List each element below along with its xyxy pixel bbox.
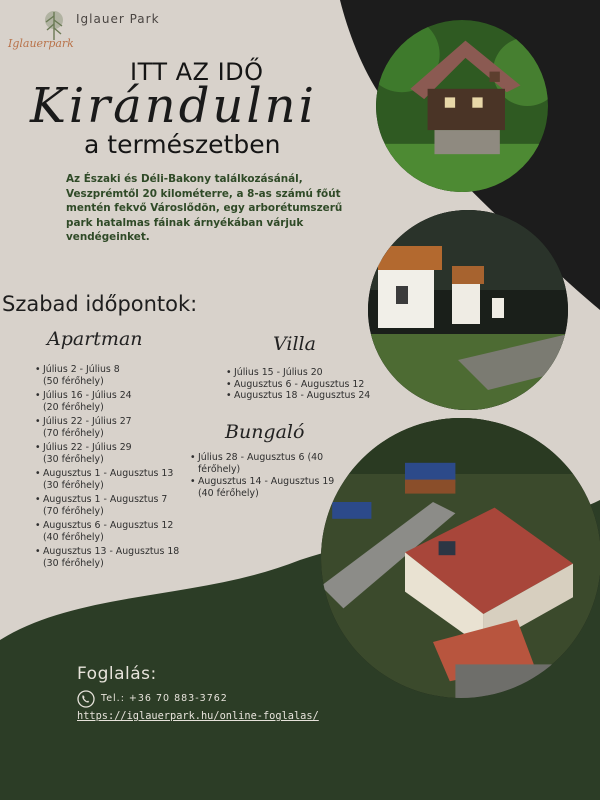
list-item bbox=[35, 416, 200, 439]
list-item bbox=[226, 390, 386, 402]
list-item bbox=[35, 364, 200, 387]
list-item bbox=[190, 452, 345, 475]
slot-capacity: (40 férőhely) bbox=[43, 531, 104, 543]
slot-dates: Július 28 - Augusztus 6 (40 férőhely) bbox=[198, 452, 324, 475]
phone-icon bbox=[77, 690, 95, 708]
list-item bbox=[35, 390, 200, 413]
headline-line-3: a természetben bbox=[84, 130, 281, 159]
list-item bbox=[35, 442, 200, 465]
slot-capacity: (70 férőhely) bbox=[43, 505, 104, 517]
villa-title: Villa bbox=[273, 333, 316, 355]
slot-dates: Augusztus 6 - Augusztus 12 bbox=[43, 520, 174, 531]
slot-capacity: (30 férőhely) bbox=[43, 453, 104, 465]
slot-dates: Július 22 - Július 27 bbox=[43, 416, 132, 427]
booking-title: Foglalás: bbox=[77, 664, 157, 684]
slot-capacity: (30 férőhely) bbox=[43, 479, 104, 491]
slot-dates: Július 16 - Július 24 bbox=[43, 390, 132, 401]
slot-dates: Július 22 - Július 29 bbox=[43, 442, 132, 453]
slot-dates: Július 15 - Július 20 bbox=[234, 367, 323, 378]
slot-dates: Augusztus 1 - Augusztus 7 bbox=[43, 494, 168, 505]
slot-dates: Július 2 - Július 8 bbox=[43, 364, 120, 375]
list-item bbox=[35, 546, 200, 569]
intro-paragraph: Az Északi és Déli-Bakony találkozásánál, Veszprémtől 20 kilométerre, a 8-as számú főút mentén fekvő Városlődön, egy arborétumszerű park hatalmas fáinak árnyékában várjuk vendégeinket. bbox=[66, 173, 343, 244]
slot-capacity: (70 férőhely) bbox=[43, 427, 104, 439]
list-item bbox=[35, 468, 200, 491]
slot-dates: Augusztus 18 - Augusztus 24 bbox=[234, 390, 371, 401]
aerial-photo bbox=[321, 418, 600, 698]
slot-capacity: (20 férőhely) bbox=[43, 401, 104, 413]
free-dates-title: Szabad időpontok: bbox=[2, 292, 198, 316]
tree-logo-icon bbox=[8, 8, 72, 60]
bungalo-title: Bungaló bbox=[225, 421, 305, 443]
bungalo-slot-list bbox=[190, 452, 345, 500]
cottage-photo bbox=[376, 20, 548, 192]
bungalows-photo bbox=[368, 210, 568, 410]
slot-capacity: (30 férőhely) bbox=[43, 557, 104, 569]
booking-link[interactable]: https://iglauerpark.hu/online-foglalas/ bbox=[77, 710, 319, 722]
list-item bbox=[35, 494, 200, 517]
list-item bbox=[35, 520, 200, 543]
logo-wordmark: Iglauerpark bbox=[8, 37, 74, 50]
apartman-title: Apartman bbox=[47, 328, 143, 350]
phone-number: Tel.: +36 70 883-3762 bbox=[101, 693, 228, 704]
apartman-slot-list bbox=[35, 364, 200, 572]
headline-line-2: Kirándulni bbox=[30, 78, 317, 134]
slot-capacity: (50 férőhely) bbox=[43, 375, 104, 387]
slot-dates: Augusztus 13 - Augusztus 18 bbox=[43, 546, 180, 557]
list-item bbox=[190, 476, 345, 499]
list-item bbox=[226, 379, 386, 391]
list-item bbox=[226, 367, 386, 379]
brand-name: Iglauer Park bbox=[76, 12, 160, 26]
villa-slot-list bbox=[226, 367, 386, 402]
slot-dates: Augusztus 14 - Augusztus 19 (40 férőhely) bbox=[198, 476, 335, 499]
slot-dates: Augusztus 6 - Augusztus 12 bbox=[234, 378, 365, 390]
headline-line-1: ITT AZ IDŐ bbox=[130, 58, 264, 86]
slot-dates: Augusztus 1 - Augusztus 13 bbox=[43, 468, 174, 479]
